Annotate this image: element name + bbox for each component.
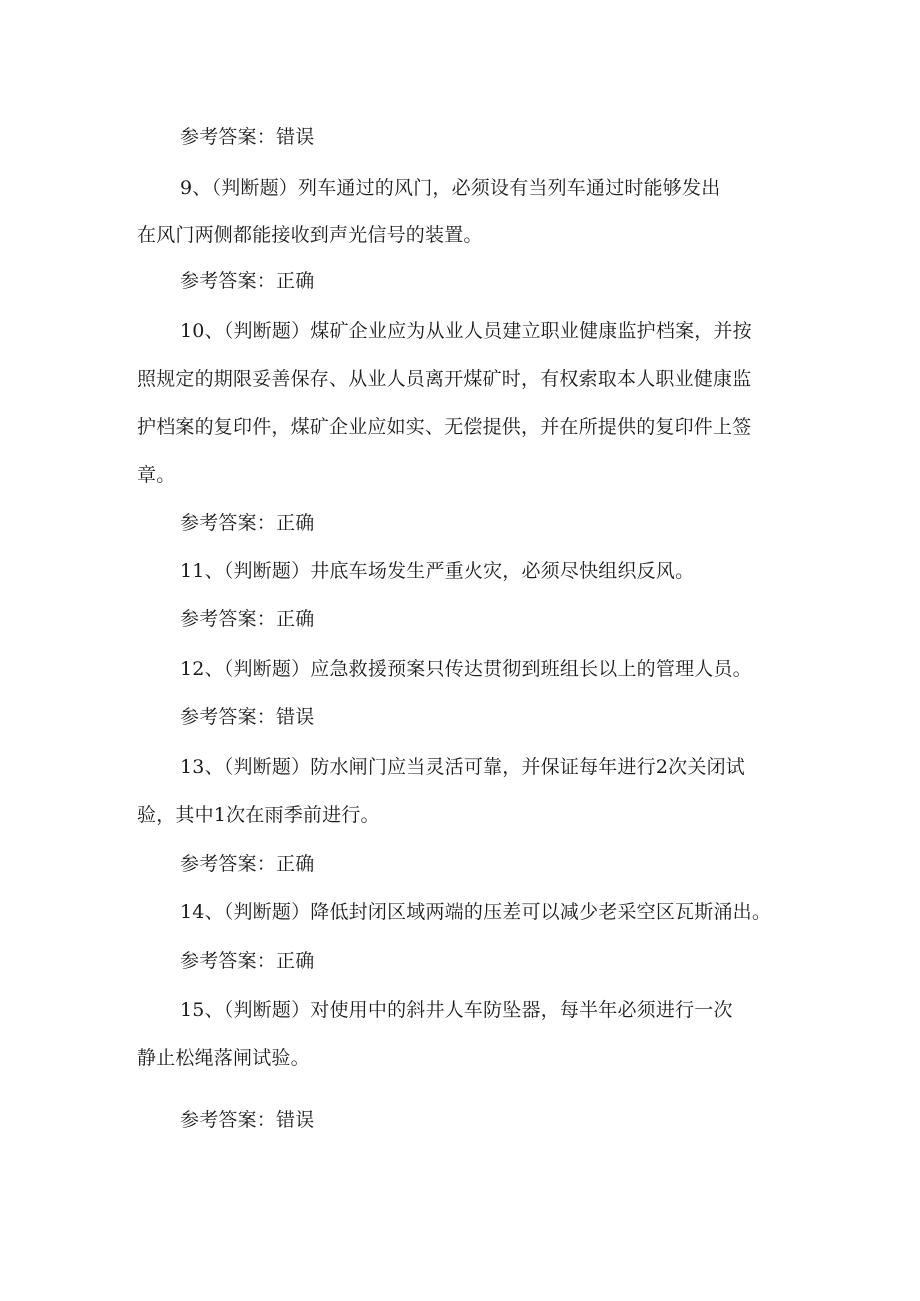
answer-text: 参考答案：错误 [180,1109,315,1131]
answer-text: 参考答案：错误 [180,706,315,728]
question-text: 验，其中1次在雨季前进行。 [137,804,380,826]
question-text: 章。 [137,464,176,486]
question-text: 12、（判断题）应急救援预案只传达贯彻到班组长以上的管理人员。 [180,658,752,680]
question-text: 15、（判断题）对使用中的斜井人车防坠器，每半年必须进行一次 [180,999,733,1021]
question-text: 护档案的复印件，煤矿企业应如实、无偿提供，并在所提供的复印件上签 [137,416,752,438]
question-text: 静止松绳落闸试验。 [137,1047,310,1069]
question-text: 13、（判断题）防水闸门应当灵活可靠，并保证每年进行2次关闭试 [180,756,745,778]
answer-text: 参考答案：正确 [180,270,315,292]
answer-text: 参考答案：正确 [180,512,315,534]
question-text: 10、（判断题）煤矿企业应为从业人员建立职业健康监护档案，并按 [180,320,752,342]
answer-text: 参考答案：正确 [180,950,315,972]
question-text: 在风门两侧都能接收到声光信号的装置。 [137,224,483,246]
question-text: 14、（判断题）降低封闭区域两端的压差可以减少老采空区瓦斯涌出。 [180,901,772,923]
question-text: 11、（判断题）井底车场发生严重火灾，必须尽快组织反风。 [180,560,695,582]
question-text: 9、（判断题）列车通过的风门，必须设有当列车通过时能够发出 [180,177,721,199]
answer-q8: 参考答案：错误 [180,126,315,148]
question-text: 照规定的期限妥善保存、从业人员离开煤矿时，有权索取本人职业健康监 [137,368,752,390]
answer-text: 参考答案：正确 [180,608,315,630]
answer-text: 参考答案：正确 [180,853,315,875]
